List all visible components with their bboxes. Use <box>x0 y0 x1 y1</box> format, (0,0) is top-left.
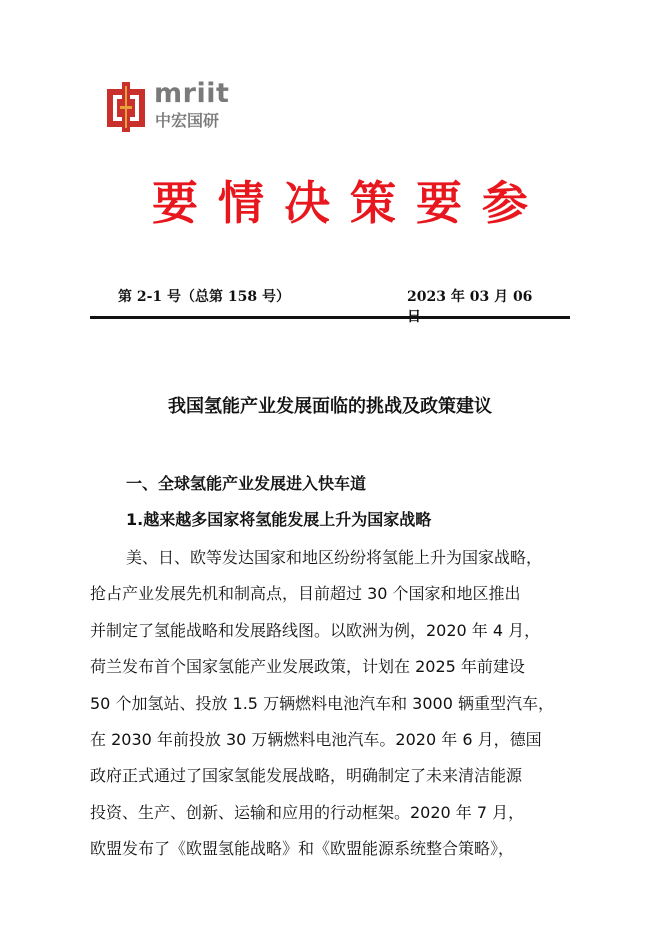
paragraph-line: 荷兰发布首个国家氢能产业发展政策，计划在 2025 年前建设 <box>90 657 525 677</box>
paragraph-line: 投资、生产、创新、运输和应用的行动框架。2020 年 7 月， <box>90 802 525 822</box>
paragraph-line: 欧盟发布了《欧盟氢能战略》和《欧盟能源系统整合策略》， <box>90 839 515 859</box>
mriit-logo-mark-icon <box>104 82 148 132</box>
paragraph-line: 抢占产业发展先机和制高点，目前超过 30 个国家和地区推出 <box>90 584 521 604</box>
paragraph-line: 50 个加氢站、投放 1.5 万辆燃料电池汽车和 3000 辆重型汽车， <box>90 693 554 713</box>
logo-subtext: 中宏国研 <box>155 111 220 130</box>
issue-date: 2023 年 03 月 06 <box>407 289 533 305</box>
paragraph-line: 在 2030 年前投放 30 万辆燃料电池汽车。2020 年 6 月，德国 <box>90 729 542 749</box>
paragraph-line: 美、日、欧等发达国家和地区纷纷将氢能上升为国家战略， <box>126 548 543 567</box>
masthead-title: 要情决策要参 <box>152 176 548 230</box>
issue-number: 第 2-1 号（总第 158 号） <box>118 289 291 305</box>
paragraph-line: 政府正式通过了国家氢能发展战略，明确制定了未来清洁能源 <box>90 766 523 786</box>
section-heading: 一、全球氢能产业发展进入快车道 <box>126 474 367 493</box>
logo-text: mriit <box>154 78 230 109</box>
header-divider <box>90 316 570 319</box>
paragraph-line: 并制定了氢能战略和发展路线图。以欧洲为例，2020 年 4 月， <box>90 620 541 640</box>
mriit-logo <box>104 80 234 136</box>
body-paragraph <box>90 540 580 868</box>
article-title: 我国氢能产业发展面临的挑战及政策建议 <box>168 396 492 417</box>
subsection-heading: 1.越来越多国家将氢能发展上升为国家战略 <box>126 510 432 529</box>
